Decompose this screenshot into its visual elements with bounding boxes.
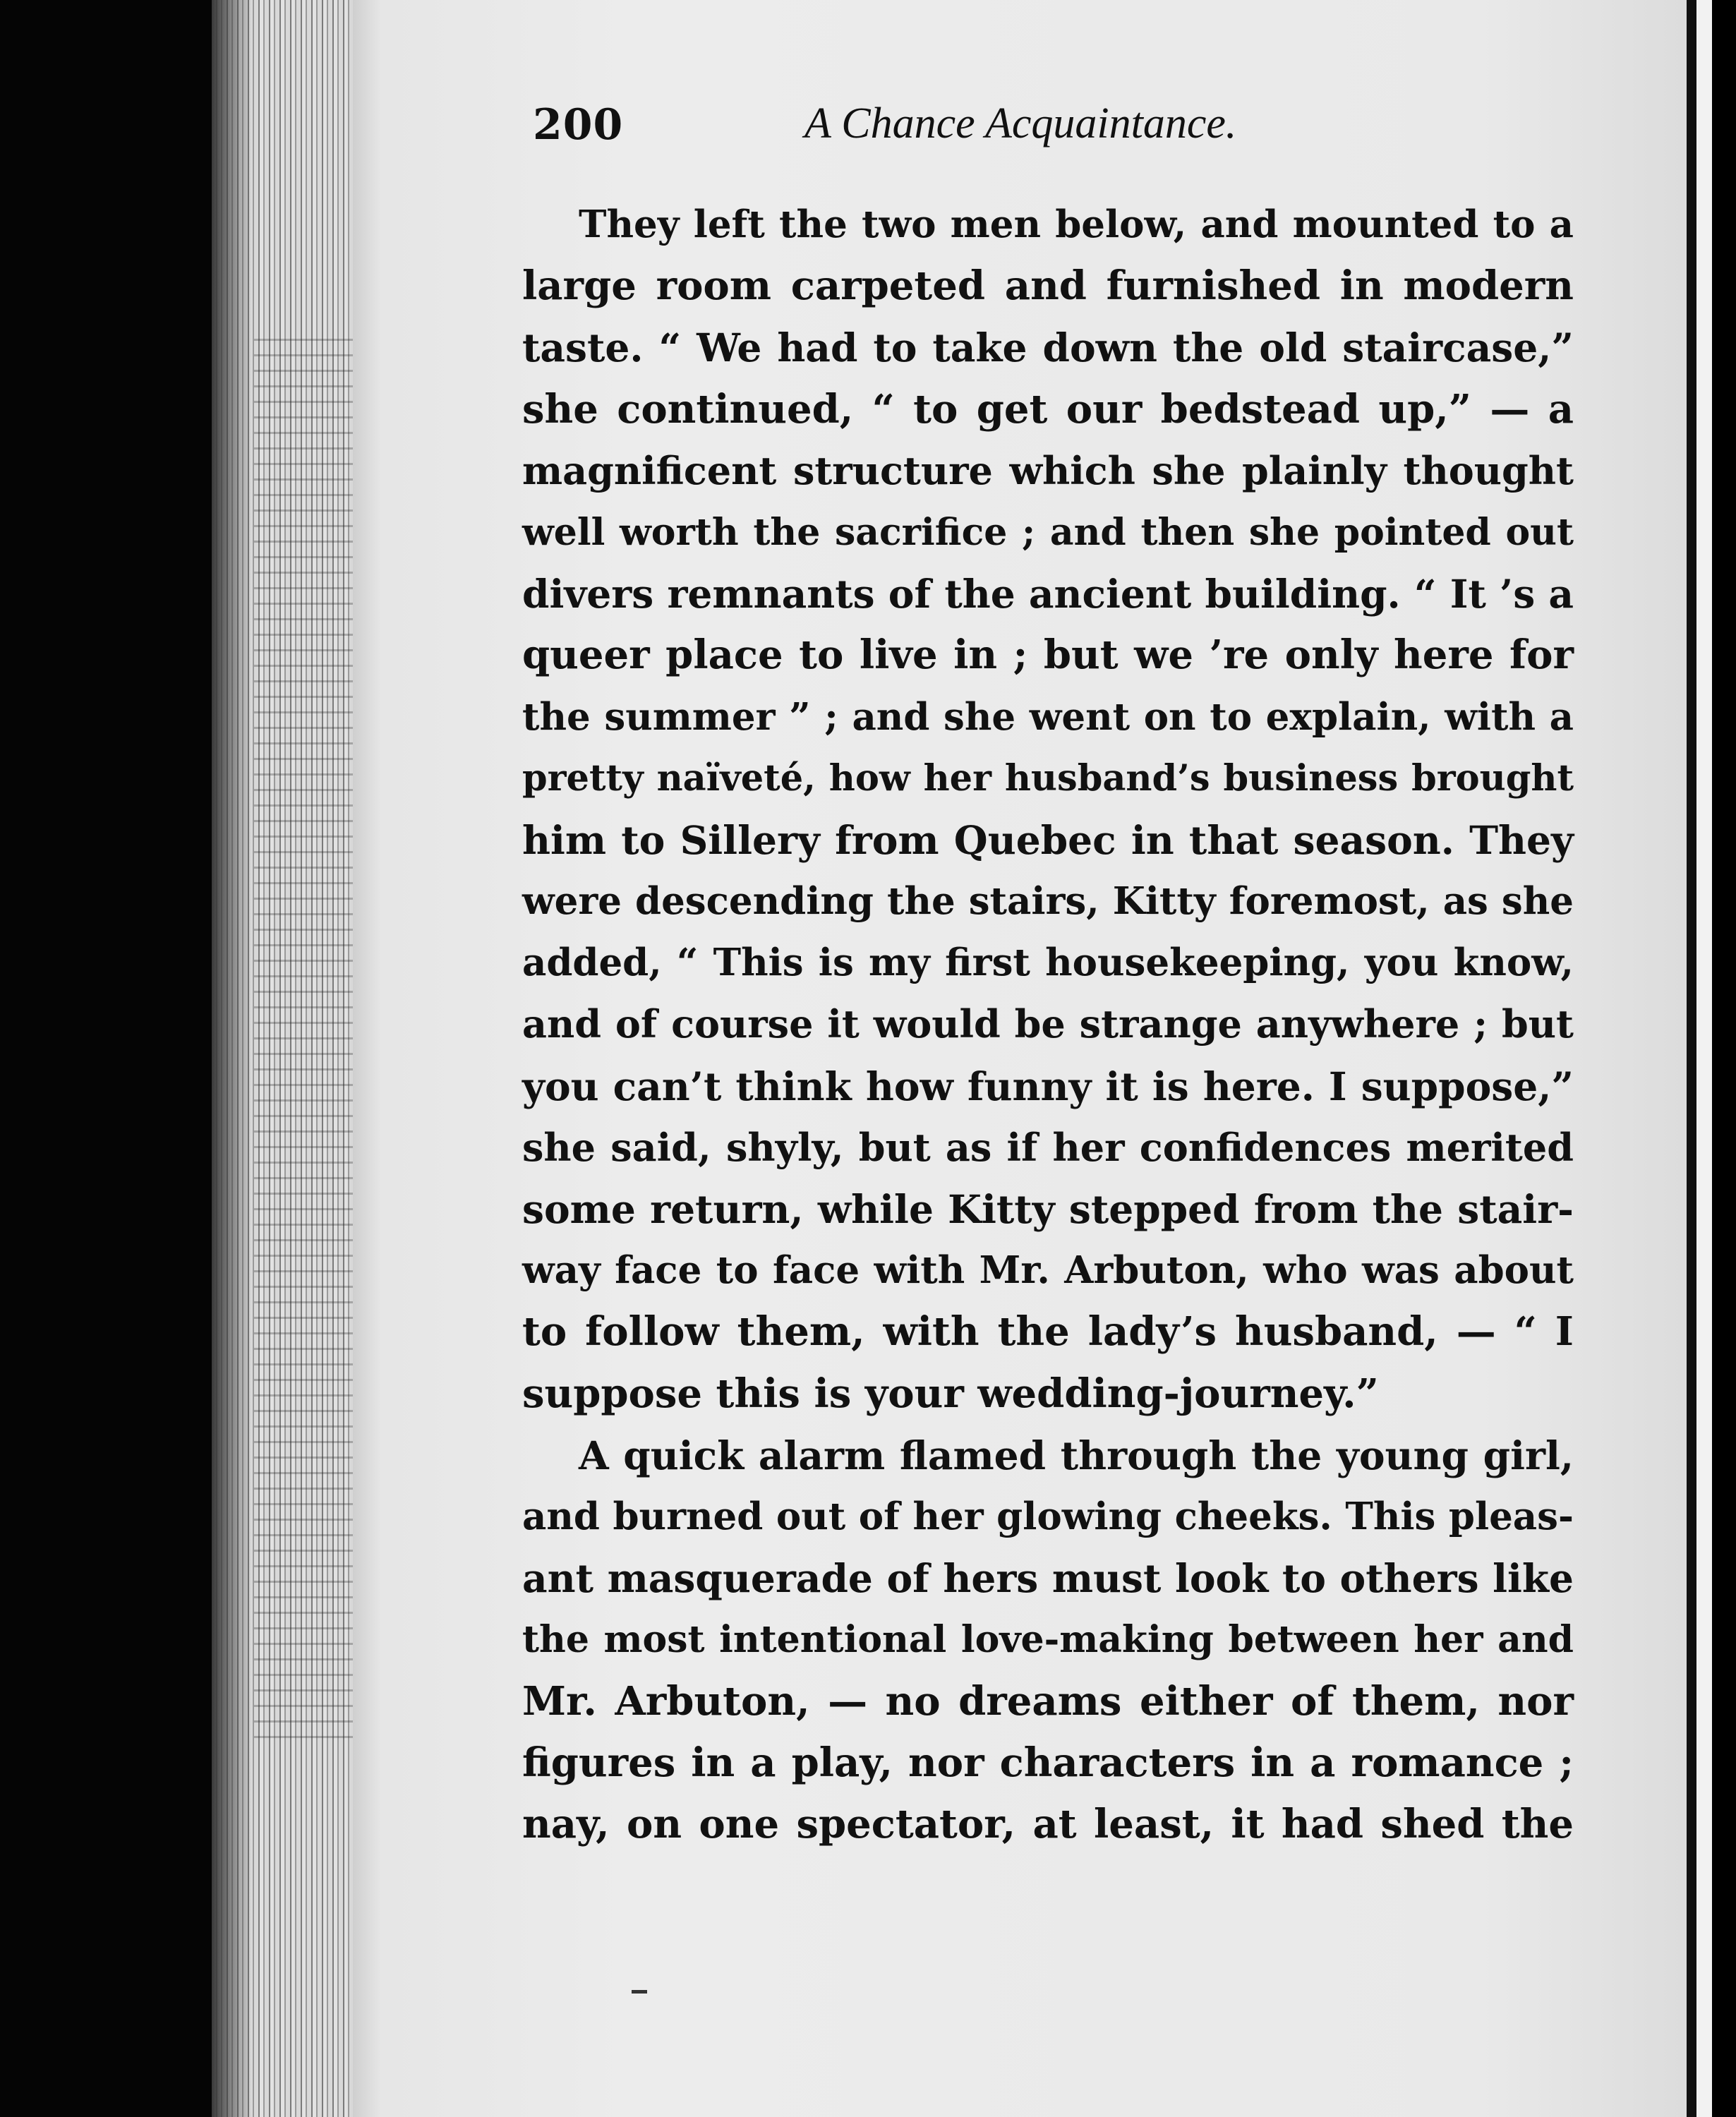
text-line: Mr. Arbuton, — no dreams either of them, nor [522, 1677, 1574, 1725]
right-edge [1712, 0, 1736, 2117]
text-line: and of course it would be strange anywhere ; but [522, 1001, 1574, 1047]
text-line: well worth the sacrifice ; and then she pointed out [522, 510, 1574, 554]
text-line: ant masquerade of hers must look to others like [522, 1555, 1574, 1602]
printer-mark [632, 1990, 647, 1994]
text-line: figures in a play, nor characters in a romance ; [522, 1739, 1574, 1786]
right-border [1687, 0, 1696, 2117]
running-head [533, 92, 1605, 162]
text-line: him to Sillery from Quebec in that season. They [522, 816, 1574, 863]
text-line: some return, while Kitty stepped from the stair- [522, 1186, 1574, 1232]
text-line: pretty naïveté, how her husband’s business brought [522, 756, 1574, 800]
page-number: 200 [533, 100, 624, 150]
text-line: suppose this is your wedding-journey.” [522, 1370, 1379, 1417]
text-line: They left the two men below, and mounted to a [579, 203, 1574, 246]
body-text [522, 194, 1574, 1855]
text-line: the most intentional love-making between her and [522, 1618, 1574, 1662]
text-line: nay, on one spectator, at least, it had shed the [522, 1800, 1574, 1847]
text-line: divers remnants of the ancient building. “ It ’s a [522, 571, 1574, 617]
running-title: A Chance Acquaintance. [804, 99, 1237, 147]
text-line: you can’t think how funny it is here. I suppose,” [522, 1063, 1574, 1109]
text-line: taste. “ We had to take down the old staircase,” [522, 325, 1574, 371]
text-line: she continued, “ to get our bedstead up,” — a [522, 385, 1574, 433]
text-line: to follow them, with the lady’s husband, — “ I [522, 1308, 1574, 1356]
text-line: added, “ This is my first housekeeping, you know, [522, 941, 1574, 985]
text-line: A quick alarm flamed through the young girl, [579, 1432, 1574, 1478]
text-line: the summer ” ; and she went on to explain, with a [522, 694, 1574, 739]
right-strip [1696, 0, 1712, 2117]
text-line: large room carpeted and furnished in modern [522, 263, 1574, 310]
text-line: magnificent structure which she plainly thought [522, 447, 1574, 493]
text-line: were descending the stairs, Kitty foremost, as she [522, 879, 1574, 924]
edge-marks [254, 339, 353, 1750]
text-line: way face to face with Mr. Arbuton, who was about [522, 1248, 1574, 1293]
text-line: and burned out of her glowing cheeks. This pleas- [522, 1494, 1574, 1538]
edge-shadow [212, 0, 254, 2117]
text-line: queer place to live in ; but we ’re only here for [522, 632, 1574, 679]
text-line: she said, shyly, but as if her confidences merited [522, 1124, 1574, 1170]
